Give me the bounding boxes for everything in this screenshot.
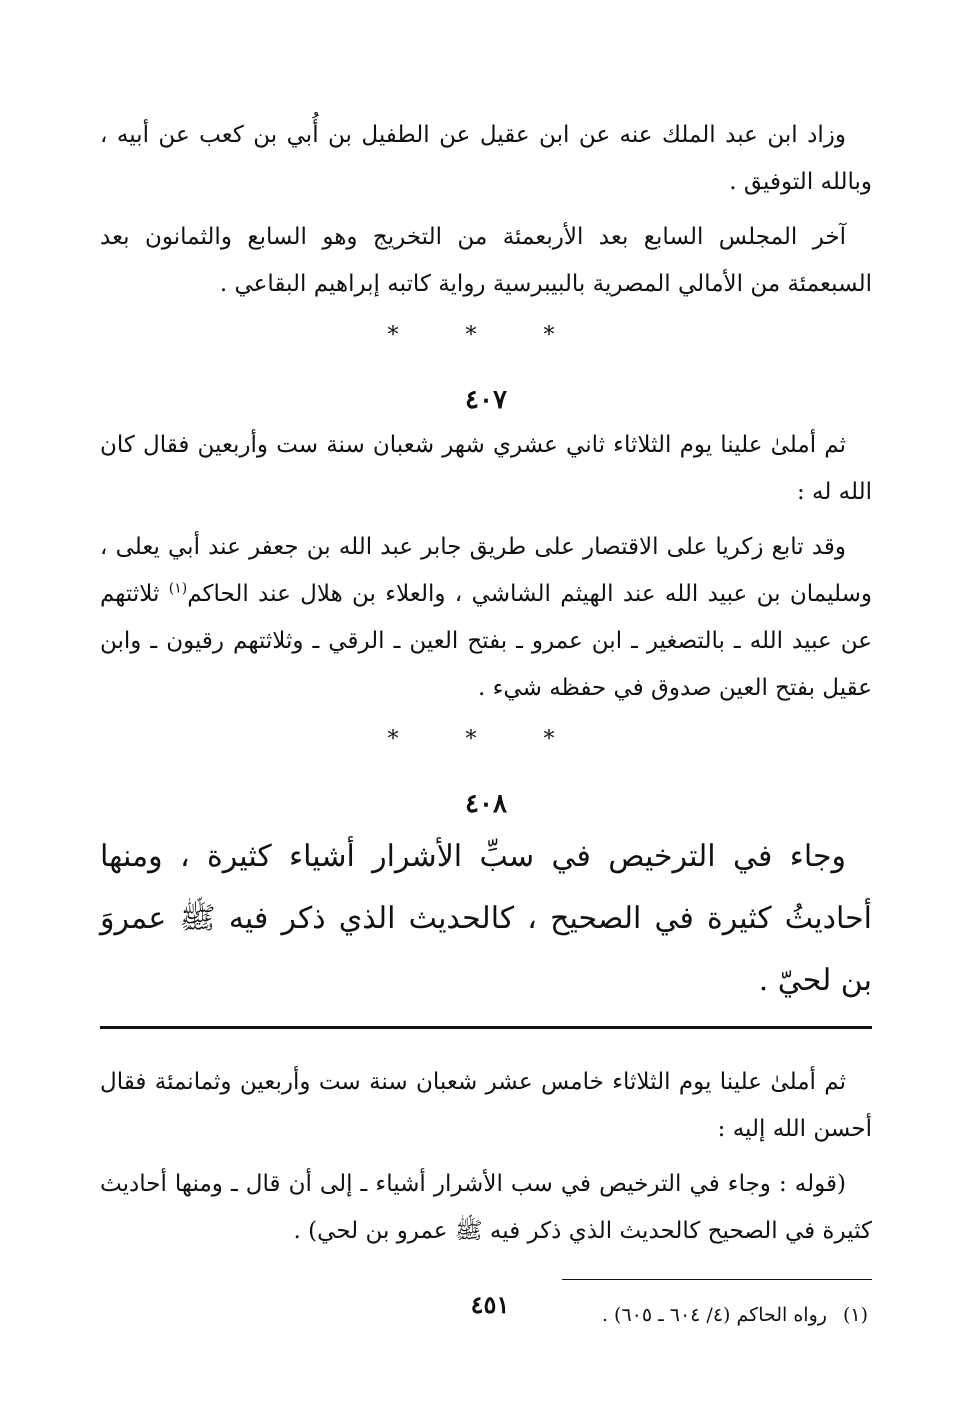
section-separator: * * * [387,727,585,752]
paragraph-408-intro: ثم أملىٰ علينا يوم الثلاثاء خامس عشر شعبان سنة ست وأربعين وثمانمئة فقال أحسن الله إليه : [100,1069,872,1142]
section-separator: * * * [387,323,585,348]
paragraph-407-body [100,524,872,712]
footnote-text: رواه الحاكم (٤/ ٦٠٤ ـ ٦٠٥) . [601,1304,827,1326]
paragraph-session-end: آخر المجلس السابع بعد الأربعمئة من التخريج وهو السابع والثمانون بعد السبعمئة من الأمالي المصرية بالبيبرسية رواية كاتبه إبراهيم البقاعي . [100,224,872,297]
section-number-408: ٤٠٨ [465,789,507,819]
matn-divider [100,1026,872,1029]
paragraph-407-text-a: وقد تابع زكريا على الاقتصار على طريق جابر عبد الله بن جعفر عند أبي يعلى ، وسليمان بن عبيد الله عند الهيثم الشاشي ، والعلاء بن هلال عند الحاكم [100,534,872,607]
page-number: ٤٥١ [470,1290,510,1319]
paragraph-407-text-b: ثلاثتهم عن عبيد الله ـ بالتصغير ـ ابن عمرو ـ بفتح العين ـ الرقي ـ وثلاثتهم رقيون ـ وابن عقيل بفتح العين صدوق في حفظه شيء . [100,581,872,701]
paragraph-isnad-addition: وزاد ابن عبد الملك عنه عن ابن عقيل عن الطفيل بن أُبي بن كعب عن أبيه ، وبالله التوفيق . [100,122,872,195]
matn-text: وجاء في الترخيص في سبِّ الأشرار أشياء كثيرة ، ومنها أحاديثُ كثيرة في الصحيح ، كالحديث الذي ذكر فيه ﷺ عمروَ بن لحيّ . [100,839,872,998]
paragraph-407-intro: ثم أملىٰ علينا يوم الثلاثاء ثاني عشري شهر شعبان سنة ست وأربعين فقال كان الله له : [100,432,872,505]
paragraph-408-quote: (قوله : وجاء في الترخيص في سب الأشرار أشياء ـ إلى أن قال ـ ومنها أحاديث كثيرة في الصحيح كالحديث الذي ذكر فيه ﷺ عمرو بن لحي) . [100,1171,872,1244]
footnote-reference[interactable]: (١) [168,580,188,597]
footnote-divider [562,1279,872,1280]
section-number-407: ٤٠٧ [465,385,507,415]
footnote-mark: (١) [842,1304,868,1326]
